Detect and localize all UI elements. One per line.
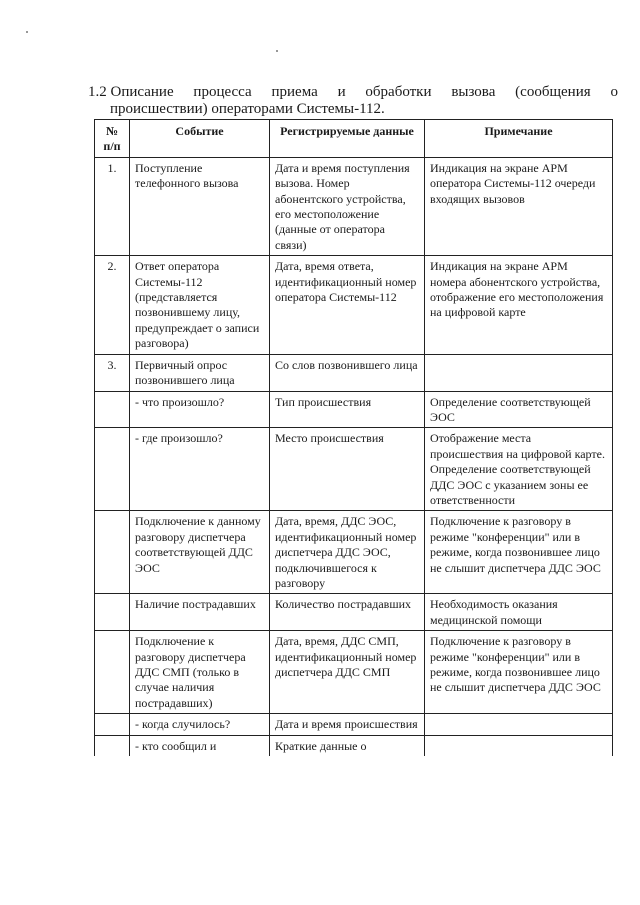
cell-number bbox=[95, 631, 130, 714]
cell-event: Подключение к данному разговору диспетчера соответствующей ДДС ЭОС bbox=[130, 511, 270, 594]
cell-note: Подключение к разговору в режиме "конференции" или в режиме, когда позвонившее лицо не слышит диспетчера ДДС ЭОС bbox=[425, 631, 613, 714]
cell-number bbox=[95, 511, 130, 594]
heading-word: (сообщения bbox=[515, 84, 591, 100]
table-header-row bbox=[95, 120, 613, 158]
cell-note bbox=[425, 354, 613, 391]
process-table bbox=[94, 119, 613, 756]
cell-registered-data: Дата и время поступления вызова. Номер абонентского устройства, его местоположение (данные от оператора связи) bbox=[270, 157, 425, 255]
heading-word: о bbox=[610, 84, 618, 100]
cell-registered-data: Со слов позвонившего лица bbox=[270, 354, 425, 391]
table-row bbox=[95, 157, 613, 255]
cell-number bbox=[95, 428, 130, 511]
cell-registered-data: Тип происшествия bbox=[270, 391, 425, 428]
cell-event: Подключение к разговору диспетчера ДДС СМП (только в случае наличия пострадавших) bbox=[130, 631, 270, 714]
cell-event: - когда случилось? bbox=[130, 714, 270, 735]
cell-registered-data: Дата, время, ДДС ЭОС, идентификационный номер диспетчера ДДС ЭОС, подключившегося к разговору bbox=[270, 511, 425, 594]
heading-word: вызова bbox=[451, 84, 496, 100]
cell-number bbox=[95, 714, 130, 735]
table-row bbox=[95, 354, 613, 391]
table-row bbox=[95, 428, 613, 511]
cell-event: - где произошло? bbox=[130, 428, 270, 511]
cell-note: Отображение места происшествия на цифровой карте. Определение соответствующей ДДС ЭОС с указанием зоны ее ответственности bbox=[425, 428, 613, 511]
cell-event: Поступление телефонного вызова bbox=[130, 157, 270, 255]
heading-line-2: происшествии) операторами Системы-112. bbox=[110, 101, 385, 117]
scan-speck bbox=[26, 31, 28, 33]
cell-event: - что произошло? bbox=[130, 391, 270, 428]
heading-word: процесса bbox=[193, 84, 252, 100]
cell-note bbox=[425, 714, 613, 735]
cell-note: Необходимость оказания медицинской помощи bbox=[425, 594, 613, 631]
cell-registered-data: Дата и время происшествия bbox=[270, 714, 425, 735]
cell-event: Наличие пострадавших bbox=[130, 594, 270, 631]
cell-number bbox=[95, 594, 130, 631]
cell-number: 1. bbox=[95, 157, 130, 255]
cell-registered-data: Краткие данные о bbox=[270, 735, 425, 756]
cell-note: Индикация на экране АРМ номера абонентского устройства, отображение его местоположения на цифровой карте bbox=[425, 256, 613, 354]
cell-note bbox=[425, 735, 613, 756]
table-row bbox=[95, 735, 613, 756]
cell-note: Подключение к разговору в режиме "конференции" или в режиме, когда позвонившее лицо не слышит диспетчера ДДС ЭОС bbox=[425, 511, 613, 594]
cell-registered-data: Дата, время, ДДС СМП, идентификационный номер диспетчера ДДС СМП bbox=[270, 631, 425, 714]
heading-word: 1.2 Описание bbox=[88, 84, 174, 100]
heading-word: и bbox=[337, 84, 346, 100]
cell-note: Индикация на экране АРМ оператора Системы-112 очереди входящих вызовов bbox=[425, 157, 613, 255]
table-row bbox=[95, 256, 613, 354]
heading-line-1 bbox=[88, 84, 618, 101]
scan-speck bbox=[276, 50, 278, 52]
cell-note: Определение соответствующей ЭОС bbox=[425, 391, 613, 428]
cell-registered-data: Количество пострадавших bbox=[270, 594, 425, 631]
header-number: № п/п bbox=[95, 120, 130, 158]
header-registered-data: Регистрируемые данные bbox=[270, 120, 425, 158]
table-row bbox=[95, 631, 613, 714]
cell-registered-data: Дата, время ответа, идентификационный номер оператора Системы-112 bbox=[270, 256, 425, 354]
heading-word: обработки bbox=[365, 84, 432, 100]
table-row bbox=[95, 511, 613, 594]
heading-word: приема bbox=[271, 84, 318, 100]
table-row bbox=[95, 391, 613, 428]
cell-registered-data: Место происшествия bbox=[270, 428, 425, 511]
cell-event: Первичный опрос позвонившего лица bbox=[130, 354, 270, 391]
cell-event: Ответ оператора Системы-112 (представляется позвонившему лицу, предупреждает о записи разговора) bbox=[130, 256, 270, 354]
cell-event: - кто сообщил и bbox=[130, 735, 270, 756]
cell-number: 2. bbox=[95, 256, 130, 354]
cell-number bbox=[95, 735, 130, 756]
cell-number bbox=[95, 391, 130, 428]
section-heading bbox=[88, 84, 618, 118]
header-note: Примечание bbox=[425, 120, 613, 158]
header-event: Событие bbox=[130, 120, 270, 158]
table-row bbox=[95, 714, 613, 735]
cell-number: 3. bbox=[95, 354, 130, 391]
table-row bbox=[95, 594, 613, 631]
